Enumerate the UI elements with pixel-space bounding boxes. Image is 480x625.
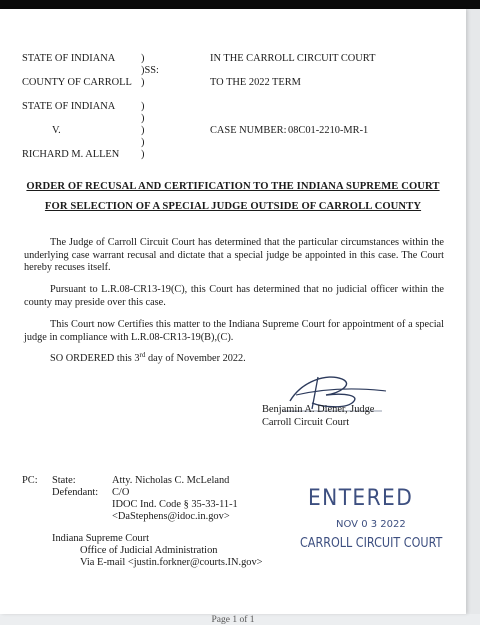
document-page (0, 9, 466, 625)
pc-defendant-label: Defendant: (52, 487, 99, 498)
caption-paren: ) (141, 101, 145, 112)
body-paragraph-2: Pursuant to L.R.08-CR13-19(C), this Court has determined that no judicial officer within the county may preside over this case. (24, 284, 444, 308)
pc-label: PC: (22, 475, 38, 486)
body-paragraph-3: This Court now Certifies this matter to the Indiana Supreme Court for appointment of a special judge in compliance with L.R.08-CR13-19(B),(C). (24, 319, 444, 343)
judge-name: Benjamin A. Diener, Judge (262, 404, 375, 415)
pc-state-label: State: (52, 475, 76, 486)
caption-paren: ) (141, 149, 145, 160)
order-title-line-1: ORDER OF RECUSAL AND CERTIFICATION TO THE INDIANA SUPREME COURT (26, 181, 440, 192)
pc-email: <DaStephens@idoc.in.gov> (112, 511, 230, 522)
pc-state-value: Atty. Nicholas C. McLeland (112, 475, 230, 486)
order-title-line-2: FOR SELECTION OF A SPECIAL JUDGE OUTSIDE OF CARROLL COUNTY (44, 201, 422, 212)
caption-paren: ) (141, 137, 145, 148)
pc-via-email: Via E-mail <justin.forkner@courts.IN.gov> (80, 557, 263, 568)
pc-defendant-value: C/O (112, 487, 130, 498)
stamp-date: NOV 0 3 2022 (336, 519, 406, 530)
case-number-label: CASE NUMBER: (210, 125, 287, 136)
caption-term: TO THE 2022 TERM (210, 77, 301, 88)
caption-paren: ) (141, 53, 145, 64)
caption-state-1: STATE OF INDIANA (22, 53, 116, 64)
page-footer: Page 1 of 1 (211, 615, 255, 625)
top-bar (0, 0, 480, 9)
body-paragraph-1: The Judge of Carroll Circuit Court has determined that the particular circumstances within the underlying case warrant recusal and dictate that a special judge be appointed in this case. The Court hereby recuses itself. (24, 237, 444, 274)
caption-ss: )SS: (141, 65, 159, 76)
entered-stamp: ENTERED (308, 486, 414, 511)
page-margin (466, 9, 480, 614)
caption-county: COUNTY OF CARROLL (22, 77, 132, 88)
caption-paren: ) (141, 113, 145, 124)
pc-supreme-court: Indiana Supreme Court (52, 533, 149, 544)
caption-state-2: STATE OF INDIANA (22, 101, 116, 112)
pc-idoc: IDOC Ind. Code § 35-33-11-1 (112, 499, 238, 510)
so-ordered-line: SO ORDERED this 3rd day of November 2022. (50, 351, 246, 364)
caption-defendant: RICHARD M. ALLEN (22, 149, 120, 160)
case-number: 08C01-2210-MR-1 (288, 125, 369, 136)
caption-court: IN THE CARROLL CIRCUIT COURT (210, 53, 376, 64)
stamp-court: CARROLL CIRCUIT COURT (300, 536, 443, 551)
caption-paren: ) (141, 77, 145, 88)
pc-office: Office of Judicial Administration (80, 545, 218, 556)
judge-court: Carroll Circuit Court (262, 417, 350, 428)
caption-versus: V. (52, 125, 61, 136)
caption-paren: ) (141, 125, 145, 136)
